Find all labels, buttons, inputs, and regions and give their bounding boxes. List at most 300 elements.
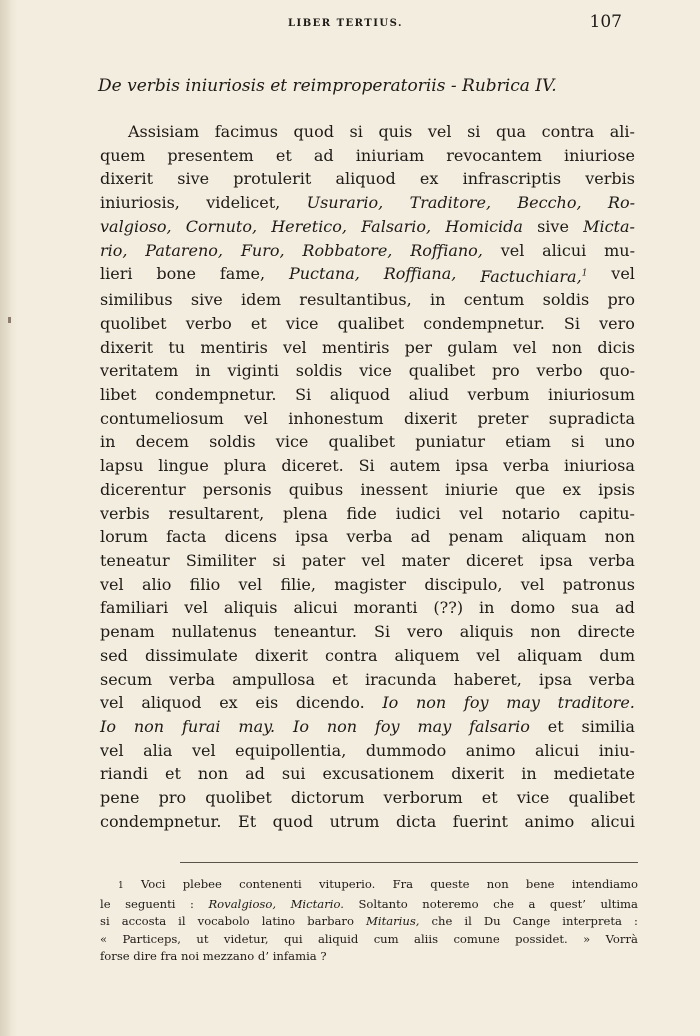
text-segment: contra [541, 122, 595, 141]
text-segment: directe [577, 622, 635, 642]
text-segment: et [547, 716, 564, 736]
text-segment: in [100, 432, 116, 452]
text-segment: Similiter [185, 550, 257, 570]
word [528, 896, 535, 914]
word [517, 786, 550, 810]
word [100, 525, 148, 549]
word [492, 359, 520, 383]
word [191, 288, 223, 312]
word [100, 810, 222, 834]
text-segment: verba [589, 550, 635, 570]
italic-term: Micta- [583, 216, 635, 236]
word [100, 896, 111, 914]
text-segment: aliquod [141, 693, 202, 713]
text-segment: veritatem [100, 361, 179, 381]
word [336, 167, 396, 191]
text-segment: autem [389, 456, 441, 476]
word [548, 715, 564, 739]
text-segment: similibus [100, 290, 173, 310]
word [291, 896, 344, 914]
footnote-line [100, 931, 638, 949]
italic-term: rio, [100, 240, 128, 260]
word [542, 239, 586, 263]
word [100, 262, 132, 288]
page-gutter-shadow [0, 0, 18, 1036]
italic-term: non [133, 716, 165, 736]
text-segment: viginti [227, 361, 279, 381]
text-segment: quest’ [549, 896, 586, 911]
rubric-heading: De verbis iniuriosis et reimproperatoriis - Rubrica IV. [98, 76, 557, 96]
body-line [100, 383, 635, 407]
word [165, 762, 181, 786]
body-line [100, 715, 635, 739]
word [100, 430, 115, 454]
word [374, 620, 390, 644]
word [241, 239, 285, 263]
word [455, 454, 488, 478]
text-segment: sua [571, 598, 600, 618]
word [615, 596, 635, 620]
word [540, 549, 573, 573]
text-segment: alicui [293, 598, 338, 618]
word [156, 262, 196, 288]
word [517, 191, 581, 215]
text-segment: dicerentur [100, 479, 186, 499]
word [611, 262, 635, 288]
body-line [100, 762, 635, 786]
text-segment: quod [293, 122, 334, 141]
word [100, 913, 110, 931]
word [255, 691, 278, 715]
text-segment: mentiris [321, 337, 390, 357]
word [384, 262, 457, 288]
word [145, 644, 238, 668]
text-segment: iniuriosum [548, 385, 635, 405]
text-segment: sive [177, 169, 210, 189]
italic-term: Falsario, [361, 216, 432, 236]
text-segment: per [404, 337, 433, 357]
text-segment: ad [410, 527, 431, 547]
text-segment: Particeps, [122, 931, 181, 946]
body-line [100, 215, 635, 239]
text-segment: dicis [597, 337, 635, 357]
text-segment: penam [448, 527, 504, 547]
text-segment: a [528, 896, 536, 911]
word [453, 810, 508, 834]
text-segment: idem [241, 290, 282, 310]
text-segment: vel [184, 598, 208, 618]
word [599, 644, 635, 668]
text-segment: soldis [209, 432, 256, 452]
word [332, 668, 348, 692]
text-segment: discipulo, [424, 574, 503, 594]
word [356, 144, 424, 168]
word [389, 454, 440, 478]
word [599, 312, 635, 336]
text-segment: diceret [465, 550, 524, 570]
word [605, 525, 635, 549]
text-segment: sed [100, 645, 128, 665]
body-line [100, 573, 635, 597]
text-segment: dixerit [451, 764, 505, 784]
text-segment: dictorum [290, 788, 365, 808]
text-segment: comune [453, 931, 500, 946]
word [607, 288, 635, 312]
word [100, 620, 155, 644]
word [359, 454, 375, 478]
footnote-marker: 1 [118, 881, 124, 891]
text-segment: vel [100, 740, 124, 760]
word [186, 215, 257, 239]
text-segment: si [272, 550, 286, 570]
text-segment: si [100, 914, 110, 929]
word [145, 239, 223, 263]
italic-term: valgioso, [100, 216, 172, 236]
text-segment: condempnetur. [423, 313, 545, 333]
word [493, 896, 514, 914]
text-segment: vel [459, 503, 483, 523]
text-segment: aliquod [335, 169, 396, 189]
word [422, 896, 478, 914]
word [430, 876, 469, 896]
text-segment: plena [283, 503, 328, 523]
word [467, 120, 480, 144]
text-segment: quo- [599, 361, 635, 381]
margin-mark [8, 317, 11, 323]
word [525, 810, 575, 834]
word [409, 383, 449, 407]
text-segment: dixerit [100, 169, 154, 189]
body-line [100, 262, 635, 288]
text-segment: aliquem [394, 645, 460, 665]
body-line [100, 144, 635, 168]
italic-term: Ro- [607, 193, 635, 213]
word [205, 786, 272, 810]
word [245, 762, 265, 786]
text-segment: contra [325, 645, 378, 665]
text-segment: contumeliosum [100, 408, 224, 428]
word [283, 502, 328, 526]
word [548, 383, 635, 407]
text-segment: et [481, 788, 498, 808]
word [506, 691, 540, 715]
text-segment: verba [503, 456, 550, 476]
text-segment: ultima [600, 896, 638, 911]
body-line [100, 739, 635, 763]
text-segment: utrum [329, 811, 380, 831]
body-line [100, 407, 635, 431]
word [295, 383, 311, 407]
word [505, 430, 551, 454]
text-segment: ex [562, 479, 581, 499]
word [610, 120, 635, 144]
text-segment: qui [283, 931, 303, 946]
word [276, 144, 292, 168]
word [564, 454, 635, 478]
text-segment: soldis [542, 290, 590, 310]
text-segment: medietate [553, 764, 635, 784]
word [239, 876, 302, 896]
text-segment: ipsa [295, 527, 329, 547]
word [510, 596, 555, 620]
word [354, 596, 418, 620]
word [319, 876, 375, 896]
word [195, 359, 210, 383]
word [536, 359, 582, 383]
word [583, 931, 590, 949]
word [100, 144, 145, 168]
text-segment: uno [604, 432, 635, 452]
text-segment: verborum [383, 788, 463, 808]
italic-term: Cornuto, [185, 216, 258, 236]
word [432, 913, 453, 931]
word [479, 596, 494, 620]
word [417, 715, 451, 739]
text-segment: iniuriosa [563, 456, 635, 476]
text-segment: vituperio. [318, 877, 376, 891]
text-segment: pater [301, 550, 346, 570]
italic-term: Factuchiara,$^1$ [480, 266, 588, 286]
word [558, 691, 635, 715]
word [225, 525, 277, 549]
text-segment: qualibet [337, 313, 405, 333]
word [463, 167, 561, 191]
body-line [100, 312, 635, 336]
footnote-line [100, 913, 638, 931]
text-segment: equipollentia, [235, 740, 347, 760]
word [591, 810, 635, 834]
text-segment: quem [100, 145, 146, 165]
text-segment: Si [373, 622, 391, 642]
word [168, 336, 185, 360]
word [307, 913, 354, 931]
text-segment: et [250, 313, 267, 333]
word [293, 715, 309, 739]
text-segment: si [571, 432, 585, 452]
word [446, 144, 542, 168]
text-segment: Si [563, 313, 580, 333]
text-segment: teneantur. [273, 622, 358, 642]
text-segment: alicui [542, 240, 587, 260]
word [501, 239, 525, 263]
text-segment: si [349, 122, 363, 141]
text-segment: Et [238, 811, 257, 831]
word [327, 715, 357, 739]
italic-term: non [415, 693, 447, 713]
italic-term: Beccho, [517, 193, 582, 213]
italic-term: Mitarius, [365, 914, 420, 929]
text-segment: iniuriose [564, 145, 635, 165]
word [583, 215, 635, 239]
footnote-line [100, 876, 638, 896]
text-segment: fide [346, 503, 377, 523]
word [562, 913, 622, 931]
text-segment: verbis [585, 169, 635, 189]
italic-term: traditore. [557, 693, 635, 713]
text-segment: vel [283, 337, 307, 357]
text-segment: vel [500, 240, 525, 260]
italic-term: falsario [469, 716, 530, 736]
word [464, 913, 471, 931]
word [530, 620, 560, 644]
text-segment: vel [427, 122, 452, 141]
text-segment: non [486, 877, 509, 891]
text-segment: bene [525, 877, 555, 891]
word [361, 215, 431, 239]
word [100, 312, 167, 336]
word [543, 288, 590, 312]
word [271, 215, 347, 239]
text-segment: animo [465, 740, 516, 760]
body-line [100, 454, 635, 478]
body-line [100, 239, 635, 263]
word [338, 312, 404, 336]
word [597, 336, 635, 360]
word [274, 620, 357, 644]
text-segment: quod [272, 811, 314, 831]
word [329, 430, 395, 454]
word [169, 668, 215, 692]
word [289, 262, 360, 288]
page-number: 107 [589, 12, 622, 32]
text-segment: ex [219, 693, 238, 713]
word [469, 715, 530, 739]
word [100, 739, 124, 763]
text-segment: videlicet, [206, 193, 281, 213]
italic-term: Rovalgioso, [208, 896, 277, 911]
text-segment: moranti [353, 598, 418, 618]
word [382, 691, 398, 715]
text-segment: supradicta [548, 408, 635, 428]
word [299, 288, 411, 312]
word [424, 573, 502, 597]
text-segment: ad [245, 764, 265, 784]
text-segment: si [467, 122, 481, 141]
word [244, 407, 268, 431]
word [564, 312, 580, 336]
text-segment: ut [196, 931, 209, 946]
text-segment: revocantem [446, 145, 542, 165]
text-segment: quis [378, 122, 413, 141]
text-segment: ipsa [455, 456, 489, 476]
italic-term: furai [181, 716, 221, 736]
text-segment: etiam [505, 432, 551, 452]
word [239, 573, 263, 597]
text-segment: quolibet [205, 788, 272, 808]
text-segment: iracunda [364, 669, 437, 689]
word [347, 502, 377, 526]
text-segment: Si [295, 385, 312, 405]
word [359, 359, 392, 383]
text-segment: et [332, 669, 348, 689]
text-segment: : [633, 914, 638, 929]
word [198, 913, 250, 931]
word [384, 786, 463, 810]
text-segment: similia [581, 716, 635, 736]
word [346, 525, 392, 549]
text-segment: ad [615, 598, 635, 618]
word [100, 167, 153, 191]
text-segment: qualibet [568, 788, 635, 808]
text-segment: aliud [408, 385, 449, 405]
word [100, 931, 107, 949]
word [155, 383, 277, 407]
word [542, 120, 595, 144]
word [122, 931, 181, 949]
word [125, 896, 175, 914]
body-line [100, 549, 635, 573]
word [224, 454, 267, 478]
word [159, 786, 187, 810]
word [539, 668, 572, 692]
text-segment: dum [599, 645, 635, 665]
text-segment: decem [135, 432, 189, 452]
word [100, 573, 124, 597]
word [366, 913, 420, 931]
body-line [100, 620, 635, 644]
italic-term: Puctana, [288, 264, 360, 284]
text-segment: forse dire fra noi mezzano d’ infamia ? [100, 949, 327, 964]
text-segment: alicui [535, 740, 580, 760]
text-segment: fame, [219, 264, 266, 284]
word [307, 191, 384, 215]
word [537, 215, 569, 239]
word [296, 359, 343, 383]
text-segment: dixerit [403, 408, 458, 428]
word [220, 262, 265, 288]
text-segment: lieri [100, 264, 133, 284]
word [200, 336, 267, 360]
word [484, 913, 501, 931]
text-segment: in [195, 361, 211, 381]
word [487, 876, 509, 896]
text-segment: puniatur [415, 432, 486, 452]
word [100, 215, 172, 239]
text-segment: in [430, 290, 446, 310]
word [464, 288, 525, 312]
italic-term: foy [463, 693, 489, 713]
word [208, 896, 276, 914]
word [365, 668, 437, 692]
body-text [100, 120, 635, 833]
running-head: LIBER TERTIUS. [288, 18, 403, 29]
text-segment: interpreta [562, 914, 622, 929]
text-segment: quibus [288, 479, 344, 499]
text-segment: infrascriptis [462, 169, 562, 189]
word [585, 167, 635, 191]
text-segment: verbo [185, 313, 232, 333]
word [453, 931, 499, 949]
text-segment: non [551, 337, 583, 357]
body-line [100, 167, 635, 191]
text-segment: haberet, [453, 669, 522, 689]
word [334, 573, 406, 597]
word [100, 359, 178, 383]
word [209, 430, 256, 454]
word [294, 120, 334, 144]
text-segment: vero [407, 622, 443, 642]
text-segment: eis [255, 693, 279, 713]
italic-term: Io [100, 716, 116, 736]
text-segment: mentiris [200, 337, 268, 357]
word [325, 644, 378, 668]
word [600, 896, 637, 914]
word [366, 739, 446, 763]
text-segment: tu [168, 337, 186, 357]
word [480, 262, 587, 288]
text-segment: vel [244, 408, 268, 428]
word [430, 288, 445, 312]
